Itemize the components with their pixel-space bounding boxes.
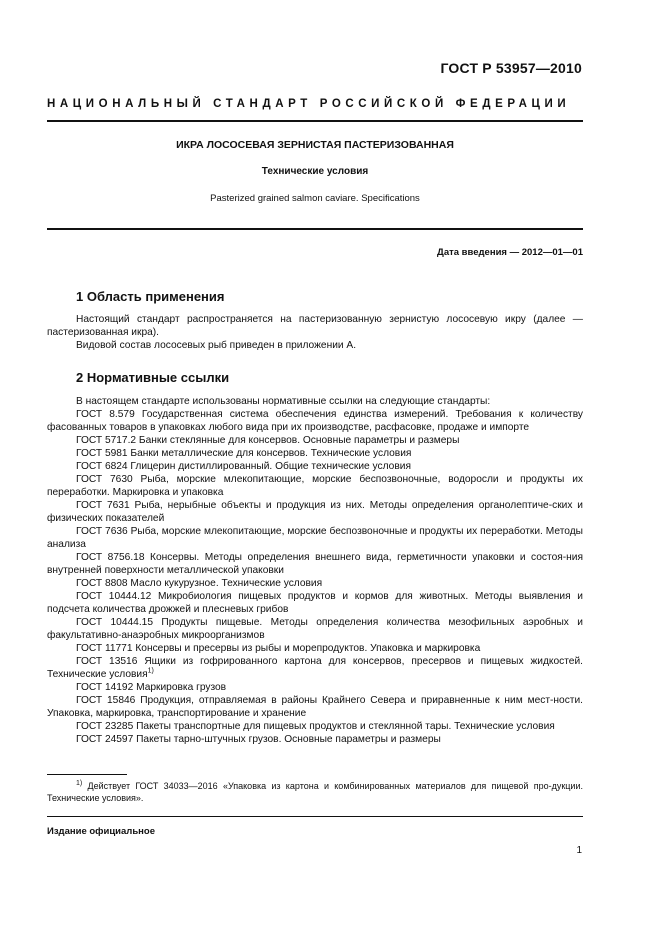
footnote-marker: 1) bbox=[76, 780, 83, 787]
reference-item: ГОСТ 7636 Рыба, морские млекопитающие, морские беспозвоночные и продукты их переработки. Методы анализа bbox=[47, 526, 583, 550]
title-rule bbox=[47, 228, 583, 230]
page-number: 1 bbox=[576, 845, 582, 856]
reference-item: ГОСТ 6824 Глицерин дистиллированный. Общие технические условия bbox=[76, 461, 411, 472]
footnote bbox=[47, 780, 583, 804]
reference-item: ГОСТ 8808 Масло кукурузное. Технические условия bbox=[76, 578, 323, 589]
reference-item: ГОСТ 11771 Консервы и пресервы из рыбы и морепродуктов. Упаковка и маркировка bbox=[76, 643, 481, 654]
reference-item: ГОСТ 7630 Рыба, морские млекопитающие, морские беспозвоночные, водоросли и продукты их переработки. Маркировка и упаковка bbox=[47, 474, 583, 498]
official-edition-label: Издание официальное bbox=[47, 826, 155, 837]
references-intro: В настоящем стандарте использованы нормативные ссылки на следующие стандарты: bbox=[76, 396, 491, 407]
reference-item: ГОСТ 5717.2 Банки стеклянные для консервов. Основные параметры и размеры bbox=[76, 435, 460, 446]
paragraph: Настоящий стандарт распространяется на пастеризованную зернистую лососевую икру (далее — пастеризованная икра). bbox=[47, 314, 583, 338]
section-scope-body bbox=[47, 313, 583, 352]
reference-item: ГОСТ 23285 Пакеты транспортные для пищевых продуктов и стеклянной тары. Технические условия bbox=[76, 721, 555, 732]
reference-item: ГОСТ 8.579 Государственная система обеспечения единства измерений. Требования к количеству фасованных товаров в упаковках любого вида при их производстве, расфасовке, продаже и импорте bbox=[47, 409, 583, 433]
footer-rule bbox=[47, 816, 583, 817]
reference-item: ГОСТ 8756.18 Консервы. Методы определения внешнего вида, герметичности упаковки и состоя-ния внутренней поверхности металлической упаковки bbox=[47, 552, 583, 576]
document-title: ИКРА ЛОСОСЕВАЯ ЗЕРНИСТАЯ ПАСТЕРИЗОВАННАЯ bbox=[176, 139, 454, 151]
footnote-rule bbox=[47, 774, 127, 775]
reference-item: ГОСТ 7631 Рыба, нерыбные объекты и продукция из них. Методы определения органолептиче-ских и физических показателей bbox=[47, 500, 583, 524]
standard-number: ГОСТ Р 53957—2010 bbox=[440, 60, 582, 76]
reference-item: ГОСТ 10444.15 Продукты пищевые. Методы определения количества мезофильных аэробных и факультативно-анаэробных микроорганизмов bbox=[47, 617, 583, 641]
section-heading-references: 2 Нормативные ссылки bbox=[76, 370, 230, 385]
national-standard-banner: НАЦИОНАЛЬНЫЙ СТАНДАРТ РОССИЙСКОЙ ФЕДЕРАЦИИ bbox=[47, 98, 571, 110]
introduction-date: Дата введения — 2012—01—01 bbox=[437, 247, 583, 258]
footnote-ref-marker: 1) bbox=[147, 667, 154, 675]
references-list bbox=[47, 395, 583, 746]
reference-item bbox=[47, 655, 583, 681]
reference-item: ГОСТ 24597 Пакеты тарно-штучных грузов. Основные параметры и размеры bbox=[76, 734, 441, 745]
header-rule bbox=[47, 120, 583, 122]
english-title: Pasterized grained salmon caviare. Specifications bbox=[210, 193, 420, 204]
reference-item: ГОСТ 14192 Маркировка грузов bbox=[76, 682, 227, 693]
reference-item: ГОСТ 5981 Банки металлические для консервов. Технические условия bbox=[76, 448, 412, 459]
footnote-text: Действует ГОСТ 34033—2016 «Упаковка из картона и комбинированных материалов для пищевой про-дукции. Технические условия». bbox=[47, 781, 583, 803]
document-subtitle: Технические условия bbox=[261, 166, 369, 177]
reference-text: ГОСТ 13516 Ящики из гофрированного картона для консервов, пресервов и пищевых жидкостей. Технические условия bbox=[47, 656, 583, 680]
section-heading-scope: 1 Область применения bbox=[76, 289, 225, 304]
reference-item: ГОСТ 15846 Продукция, отправляемая в районы Крайнего Севера и приравненные к ним мест-ности. Упаковка, маркировка, транспортирование и хранение bbox=[47, 695, 583, 719]
paragraph: Видовой состав лососевых рыб приведен в приложении А. bbox=[76, 340, 357, 351]
reference-item: ГОСТ 10444.12 Микробиология пищевых продуктов и кормов для животных. Методы выявления и подсчета количества дрожжей и плесневых грибов bbox=[47, 591, 583, 615]
